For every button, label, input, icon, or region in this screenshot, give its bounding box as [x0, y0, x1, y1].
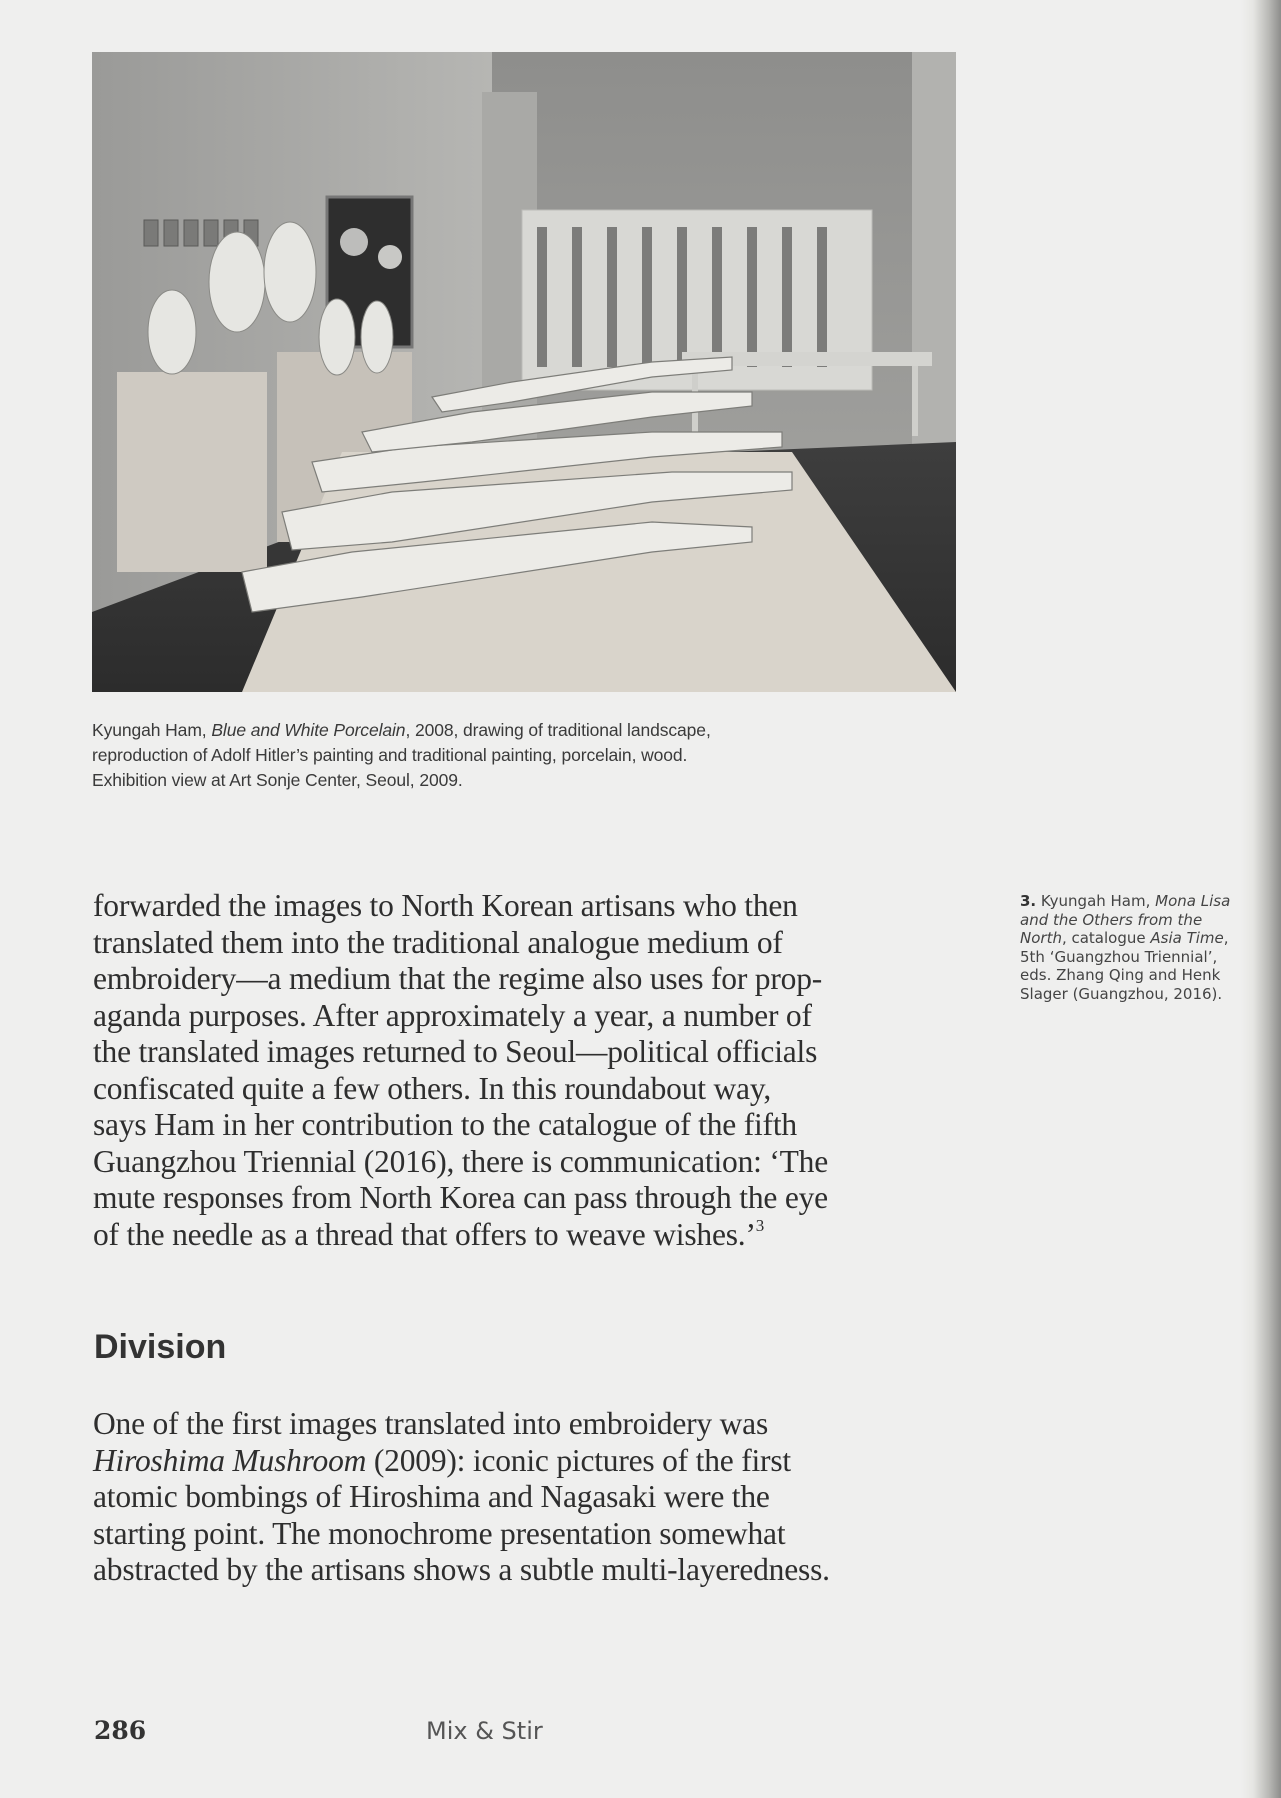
- page-number: 286: [94, 1716, 147, 1745]
- figure-caption: [92, 718, 972, 793]
- folding-screen-panels: [537, 227, 827, 367]
- caption-line: Kyungah Ham, Blue and White Porcelain, 2008, drawing of traditional landscape,: [92, 720, 711, 740]
- text-line: Guangzhou Triennial (2016), there is communication: ‘The: [93, 1143, 829, 1179]
- painting-detail: [378, 245, 402, 269]
- text-line: forwarded the images to North Korean artisans who then: [93, 888, 798, 923]
- text-line: says Ham in her contribution to the catalogue of the fifth: [93, 1107, 797, 1142]
- text-line: starting point. The monochrome presentation somewhat: [93, 1515, 786, 1551]
- exhibition-photo: [92, 52, 956, 692]
- sidenote-footnote-3: 3. Kyungah Ham, Mona Lisa and the Others from the North, catalogue Asia Time, 5th ‘Guangzhou Triennial’, eds. Zhang Qing and Henk Slager (Guangzhou, 2016).: [1020, 892, 1231, 1003]
- artwork-title: Hiroshima Mushroom: [93, 1442, 367, 1478]
- text-line: Hiroshima Mushroom (2009): iconic pictures of the first: [93, 1442, 791, 1478]
- body-paragraph-1: [93, 888, 973, 1253]
- text-line: the translated images returned to Seoul—political officials: [93, 1034, 818, 1069]
- artwork-title: Blue and White Porcelain: [211, 720, 406, 740]
- plinth-left: [117, 372, 267, 572]
- footnote-number: 3.: [1020, 892, 1037, 910]
- text-line: of the needle as a thread that offers to weave wishes.’$^3$: [93, 1215, 765, 1252]
- painting-detail: [340, 228, 368, 256]
- section-heading: Division: [94, 1328, 227, 1366]
- text-line: abstracted by the artisans shows a subtle multi-layeredness.: [93, 1552, 830, 1587]
- gallery-right-column: [912, 52, 956, 472]
- running-title: Mix & Stir: [426, 1717, 543, 1745]
- footnote-reference[interactable]: 3: [755, 1215, 765, 1235]
- text-line: One of the first images translated into embroidery was: [93, 1406, 769, 1441]
- text-line: embroidery—a medium that the regime also uses for prop-: [93, 961, 823, 996]
- text-line: confiscated quite a few others. In this roundabout way,: [93, 1070, 772, 1106]
- text-line: mute responses from North Korea can pass through the eye: [93, 1180, 828, 1215]
- body-paragraph-2: [93, 1406, 973, 1589]
- text-line: translated them into the traditional analogue medium of: [93, 924, 783, 960]
- caption-line: Exhibition view at Art Sonje Center, Seoul, 2009.: [92, 770, 463, 790]
- text-line: aganda purposes. After approximately a year, a number of: [93, 997, 812, 1033]
- exhibition-photo-illustration: [92, 52, 956, 692]
- text-line: atomic bombings of Hiroshima and Nagasaki were the: [93, 1479, 770, 1514]
- caption-line: reproduction of Adolf Hitler’s painting and traditional painting, porcelain, wood.: [92, 745, 688, 765]
